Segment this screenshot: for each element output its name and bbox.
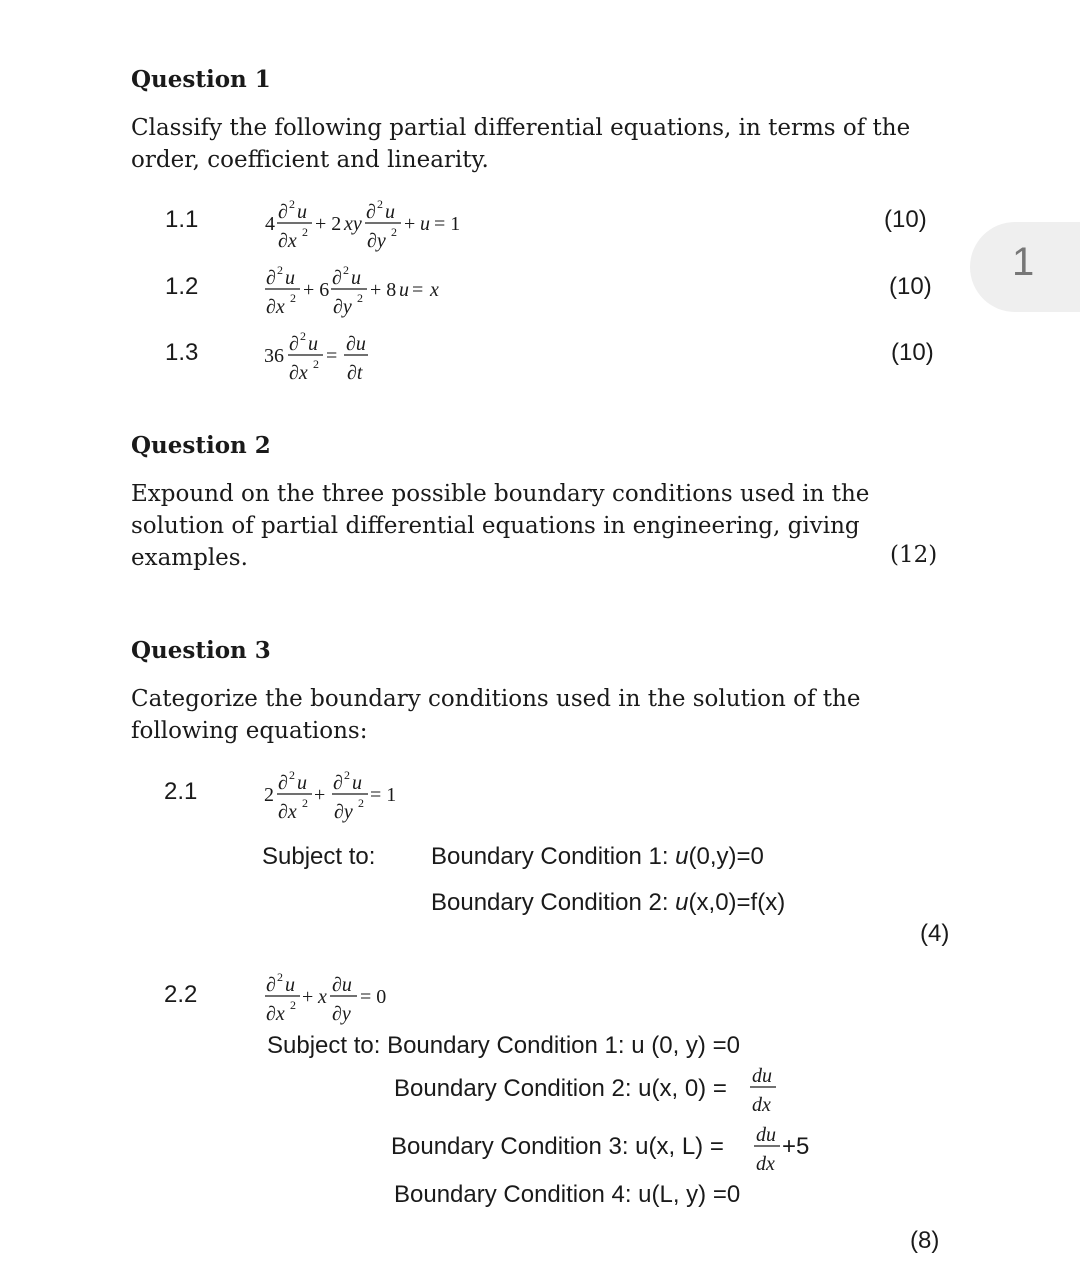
svg-text:u: u xyxy=(297,201,307,223)
item-1-1-number: 1.1 xyxy=(165,206,199,233)
svg-text:+ 6: + 6 xyxy=(303,279,330,301)
equation-1-2 xyxy=(262,260,482,329)
svg-text:∂t: ∂t xyxy=(347,362,363,384)
item-2-2-bc2-fraction xyxy=(748,1062,782,1123)
question-2-title: Question 2 xyxy=(131,432,271,459)
svg-text:du: du xyxy=(752,1065,772,1087)
svg-text:2: 2 xyxy=(313,357,319,371)
item-2-1-bc1 xyxy=(431,843,764,871)
item-2-2-bc3-fraction xyxy=(752,1121,786,1182)
bc1-u: u xyxy=(675,843,689,870)
item-2-1-number: 2.1 xyxy=(164,778,198,805)
svg-text:u: u xyxy=(351,267,361,289)
svg-text:∂y: ∂y xyxy=(367,230,386,252)
svg-text:u: u xyxy=(352,772,362,794)
equation-1-1 xyxy=(262,194,482,263)
svg-text:x: x xyxy=(430,279,439,301)
svg-text:2: 2 xyxy=(290,291,296,305)
bc1-rest: (0,y)=0 xyxy=(688,843,764,870)
bc2-u: u xyxy=(675,889,689,916)
svg-text:∂x: ∂x xyxy=(266,1003,285,1025)
bc2-rest: (x,0)=f(x) xyxy=(688,889,786,916)
item-1-2-number: 1.2 xyxy=(165,273,199,300)
svg-text:∂x: ∂x xyxy=(278,801,297,823)
question-3-text: Categorize the boundary conditions used in the solution of the following equations: xyxy=(131,686,861,744)
svg-text:∂y: ∂y xyxy=(332,1003,351,1025)
item-2-2-bc3: Boundary Condition 3: u(x, L) = xyxy=(391,1133,724,1160)
equation-2-1 xyxy=(262,765,412,834)
svg-text:2: 2 xyxy=(302,225,308,239)
svg-text:x: x xyxy=(318,986,327,1008)
svg-text:∂: ∂ xyxy=(266,267,276,289)
svg-text:∂: ∂ xyxy=(266,974,276,996)
item-1-3-marks: (10) xyxy=(891,339,934,366)
item-2-2-bc4: Boundary Condition 4: u(L, y) =0 xyxy=(394,1181,741,1208)
item-1-3-number: 1.3 xyxy=(165,339,199,366)
svg-text:∂x: ∂x xyxy=(266,296,285,318)
svg-text:+: + xyxy=(302,986,314,1008)
equation-1-3 xyxy=(262,326,402,395)
svg-text:2: 2 xyxy=(302,796,308,810)
svg-text:= 1: = 1 xyxy=(370,784,397,806)
svg-text:36: 36 xyxy=(264,345,284,367)
svg-text:u: u xyxy=(285,267,295,289)
svg-text:+ 2: + 2 xyxy=(315,213,342,235)
svg-text:∂x: ∂x xyxy=(278,230,297,252)
svg-text:∂: ∂ xyxy=(289,333,299,355)
svg-text:=: = xyxy=(412,279,424,301)
svg-text:2: 2 xyxy=(358,796,364,810)
svg-text:2: 2 xyxy=(377,197,383,211)
svg-text:2: 2 xyxy=(264,784,274,806)
svg-text:2: 2 xyxy=(289,197,295,211)
item-2-1-marks: (4) xyxy=(920,920,950,947)
question-1-title: Question 1 xyxy=(131,66,271,93)
svg-text:dx: dx xyxy=(752,1094,771,1116)
svg-text:∂: ∂ xyxy=(278,772,288,794)
svg-text:u: u xyxy=(420,213,430,235)
svg-text:2: 2 xyxy=(289,768,295,782)
svg-text:2: 2 xyxy=(300,329,306,343)
svg-text:∂y: ∂y xyxy=(334,801,353,823)
item-1-1-marks: (10) xyxy=(884,206,927,233)
item-2-2-marks: (8) xyxy=(910,1227,940,1254)
svg-text:2: 2 xyxy=(277,970,283,984)
item-2-1-bc2 xyxy=(431,889,785,917)
question-2-marks: (12) xyxy=(890,542,938,568)
svg-text:∂: ∂ xyxy=(333,772,343,794)
svg-text:xy: xy xyxy=(344,213,362,235)
svg-text:2: 2 xyxy=(357,291,363,305)
svg-text:2: 2 xyxy=(344,768,350,782)
item-2-2-number: 2.2 xyxy=(164,981,198,1008)
svg-text:2: 2 xyxy=(290,998,296,1012)
svg-text:= 0: = 0 xyxy=(360,986,387,1008)
subject-to-label: Subject to: xyxy=(262,843,376,870)
svg-text:2: 2 xyxy=(343,263,349,277)
question-2-text: Expound on the three possible boundary conditions used in the solution of partial differential equations in engineering, giving examples. xyxy=(131,481,870,571)
svg-text:∂u: ∂u xyxy=(346,333,366,355)
svg-text:∂: ∂ xyxy=(332,267,342,289)
svg-text:u: u xyxy=(297,772,307,794)
svg-text:+ 8: + 8 xyxy=(370,279,397,301)
question-3-title: Question 3 xyxy=(131,637,271,664)
item-2-2-bc2: Boundary Condition 2: u(x, 0) = xyxy=(394,1075,727,1102)
svg-text:∂: ∂ xyxy=(366,201,376,223)
svg-text:= 1: = 1 xyxy=(434,213,461,235)
svg-text:2: 2 xyxy=(391,225,397,239)
svg-text:u: u xyxy=(399,279,409,301)
item-2-2-bc3-suffix: +5 xyxy=(782,1133,810,1160)
svg-text:+: + xyxy=(314,784,326,806)
svg-text:∂u: ∂u xyxy=(332,974,352,996)
svg-text:u: u xyxy=(285,974,295,996)
equation-2-2 xyxy=(262,967,412,1036)
page-number: 1 xyxy=(1012,240,1035,284)
page-number-tab[interactable] xyxy=(970,222,1080,312)
item-2-2-bc1: Subject to: Boundary Condition 1: u (0, y) =0 xyxy=(267,1032,740,1059)
svg-text:=: = xyxy=(326,345,338,367)
svg-text:u: u xyxy=(385,201,395,223)
svg-text:∂y: ∂y xyxy=(333,296,352,318)
bc2-label: Boundary Condition 2: xyxy=(431,889,676,916)
svg-text:∂x: ∂x xyxy=(289,362,308,384)
bc1-label: Boundary Condition 1: xyxy=(431,843,676,870)
question-1-text: Classify the following partial differential equations, in terms of the order, coefficient and linearity. xyxy=(131,115,911,173)
svg-text:u: u xyxy=(308,333,318,355)
svg-text:du: du xyxy=(756,1124,776,1146)
svg-text:∂: ∂ xyxy=(278,201,288,223)
item-1-2-marks: (10) xyxy=(889,273,932,300)
svg-text:dx: dx xyxy=(756,1153,775,1175)
svg-text:+: + xyxy=(404,213,416,235)
svg-text:4: 4 xyxy=(265,213,275,235)
svg-text:2: 2 xyxy=(277,263,283,277)
